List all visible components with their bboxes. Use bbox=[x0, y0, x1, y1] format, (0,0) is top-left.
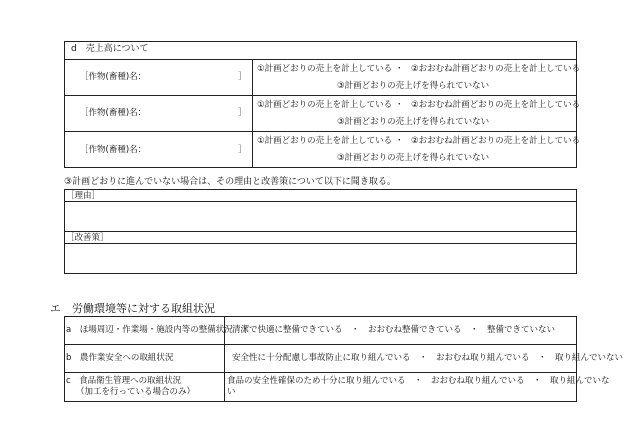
sales-option-separator: ・ bbox=[395, 64, 404, 74]
labor-table-row-divider bbox=[64, 344, 577, 345]
labor-table-row-divider bbox=[64, 372, 577, 373]
sales-table-row-divider bbox=[64, 131, 577, 132]
labor-row-label: c 食品衛生管理への取組状況 bbox=[66, 376, 182, 386]
sales-table-header-divider bbox=[64, 59, 577, 60]
labor-row-label: a ほ場周辺・作業場・施設内等の整備状況 bbox=[66, 325, 233, 335]
labor-row-options: 清潔で快適に整備できている ・ おおむね整備できている ・ 整備できていない bbox=[232, 325, 556, 335]
labor-row-label: b 農作業安全への取組状況 bbox=[66, 353, 174, 363]
follow-up-note: ③計画どおりに進んでいない場合は、その理由と改善策について以下に聞き取る。 bbox=[64, 177, 396, 187]
sales-option-separator: ・ bbox=[395, 136, 404, 146]
labor-row-options-wrap: い bbox=[227, 387, 236, 397]
sales-option-1: ①計画どおりの売上を計上している bbox=[257, 64, 393, 74]
sales-table-row-divider bbox=[64, 95, 577, 96]
sales-option-2: ②おおむね計画どおりの売上を計上している bbox=[411, 136, 581, 146]
improvement-label: ［改善策］ bbox=[66, 233, 109, 243]
reason-label: ［理由］ bbox=[66, 191, 101, 201]
sales-option-separator: ・ bbox=[395, 100, 404, 110]
labor-row-sublabel: （加工を行っている場合のみ） bbox=[76, 387, 196, 397]
sales-option-2: ②おおむね計画どおりの売上を計上している bbox=[411, 64, 581, 74]
sales-option-3: ③計画どおりの売上げを得られていない bbox=[337, 81, 490, 91]
reason-input-area[interactable] bbox=[65, 202, 576, 231]
labor-section-title: エ 労働環境等に対する取組状況 bbox=[50, 302, 215, 315]
crop-name-bracket: ］ bbox=[238, 145, 247, 155]
sales-option-2: ②おおむね計画どおりの売上を計上している bbox=[411, 100, 581, 110]
sales-option-1: ①計画どおりの売上を計上している bbox=[257, 100, 393, 110]
crop-name-label: ［作物(畜種)名： bbox=[80, 72, 147, 82]
labor-row-options: 食品の安全性確保のため十分に取り組んでいる ・ おおむね取り組んでいる ・ 取り組んでいな bbox=[227, 376, 610, 386]
reason-section-divider bbox=[64, 231, 577, 232]
crop-name-bracket: ］ bbox=[238, 72, 247, 82]
sales-table-col-divider bbox=[252, 59, 253, 168]
improvement-input-area[interactable] bbox=[65, 244, 576, 273]
crop-name-bracket: ］ bbox=[238, 108, 247, 118]
crop-name-label: ［作物(畜種)名： bbox=[80, 108, 147, 118]
labor-row-options: 安全性に十分配慮し事故防止に取り組んでいる ・ おおむね取り組んでいる ・ 取り組んでいない bbox=[232, 353, 624, 363]
sales-option-3: ③計画どおりの売上げを得られていない bbox=[337, 153, 490, 163]
sales-header: d 売上高について bbox=[71, 44, 149, 54]
sales-option-1: ①計画どおりの売上を計上している bbox=[257, 136, 393, 146]
crop-name-label: ［作物(畜種)名： bbox=[80, 145, 147, 155]
sales-option-3: ③計画どおりの売上げを得られていない bbox=[337, 117, 490, 127]
